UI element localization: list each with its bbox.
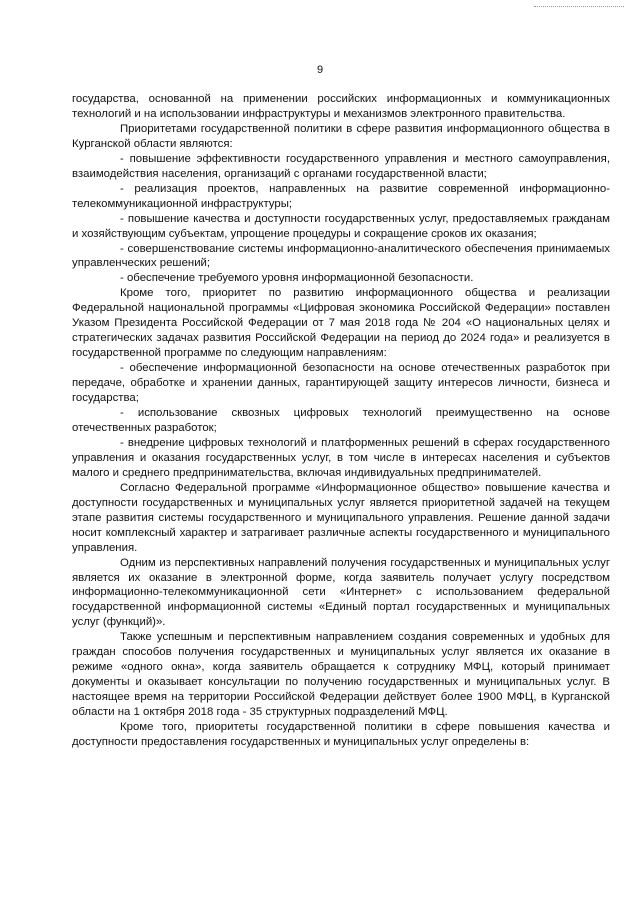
document-body bbox=[72, 92, 610, 750]
paragraph: - обеспечение требуемого уровня информационной безопасности. bbox=[120, 272, 474, 285]
scan-artifact-mark bbox=[534, 6, 624, 10]
paragraph: Одним из перспективных направлений получения государственных и муниципальных услуг является их оказание в электронной форме, когда заявитель получает услугу посредством информационно-телекоммуникационной сети «Интернет» с использованием федеральной государственной информационной системы «Единый портал государственных и муниципальных услуг (функций)». bbox=[72, 556, 610, 629]
paragraph: Кроме того, приоритеты государственной политики в сфере повышения качества и доступности предоставления государственных и муниципальных услуг определены в: bbox=[72, 721, 610, 748]
page-number: 9 bbox=[316, 64, 324, 76]
paragraph: - повышение качества и доступности государственных услуг, предоставляемых гражданам и хозяйствующим субъектам, упрощение процедуры и сокращение сроков их оказания; bbox=[72, 212, 610, 240]
paragraph: - обеспечение информационной безопасности на основе отечественных разработок при передаче, обработке и хранении данных, гарантирующей защиту интересов личности, бизнеса и государства; bbox=[72, 362, 610, 405]
paragraph: - внедрение цифровых технологий и платформенных решений в сферах государственного управления и оказания государственных услуг, в том числе в интересах населения и субъектов малого и среднего предпринимательства, включая индивидуальных предпринимателей. bbox=[72, 436, 610, 479]
paragraph: Также успешным и перспективным направлением создания современных и удобных для граждан способов получения государственных и муниципальных услуг является их оказание в режиме «одного окна», когда заявитель обращается к сотруднику МФЦ, который принимает документы и оказывает консультации по получению государственных и муниципальных услуг. В настоящее время на территории Российской Федерации действует более 1900 МФЦ, в Курганской области на 1 октября 2018 года - 35 структурных подразделений МФЦ. bbox=[72, 631, 610, 719]
paragraph: - использование сквозных цифровых технологий преимущественно на основе отечественных разработок; bbox=[72, 407, 610, 434]
paragraph: Согласно Федеральной программе «Информационное общество» повышение качества и доступности государственных и муниципальных услуг является приоритетной задачей на текущем этапе развития системы государственного и муниципального управления. Решение данной задачи носит комплексный характер и затрагивает различные аспекты государственного и муниципального управления. bbox=[72, 481, 610, 554]
paragraph: - реализация проектов, направленных на развитие современной информационно-телекоммуникационной инфраструктуры; bbox=[72, 182, 610, 210]
paragraph: государства, основанной на применении российских информационных и коммуникационных технологий и на использовании инфраструктуры и механизмов электронного правительства. bbox=[72, 93, 610, 120]
paragraph: - совершенствование системы информационно-аналитического обеспечения принимаемых управленческих решений; bbox=[72, 242, 610, 270]
paragraph: Приоритетами государственной политики в сфере развития информационного общества в Курганской области являются: bbox=[72, 122, 610, 150]
paragraph: Кроме того, приоритет по развитию информационного общества и реализации Федеральной национальной программы «Цифровая экономика Российской Федерации» поставлен Указом Президента Российской Федерации от 7 мая 2018 года № 204 «О национальных целях и стратегических задачах развития Российской Федерации на период до 2024 года» и реализуется в государственной программе по следующим направлениям: bbox=[72, 287, 610, 360]
paragraph: - повышение эффективности государственного управления и местного самоуправления, взаимодействия населения, организаций с органами государственной власти; bbox=[72, 152, 610, 180]
